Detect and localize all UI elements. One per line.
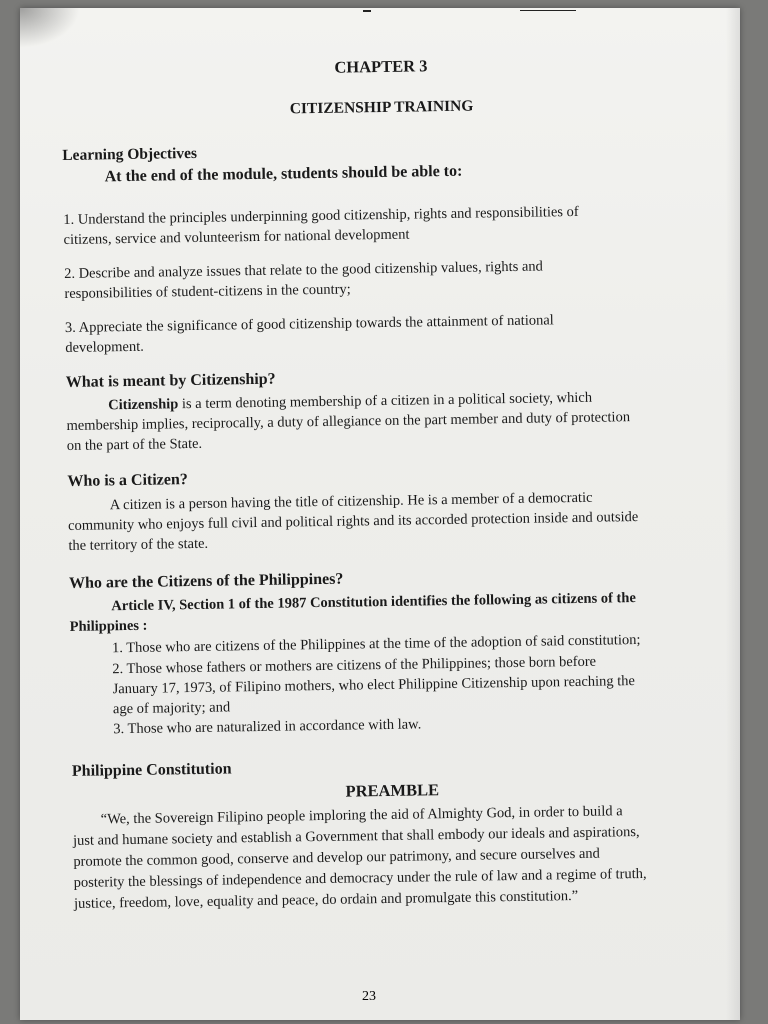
citizenship-heading: What is meant by Citizenship? xyxy=(65,370,276,391)
citizen-definition-line2: community who enjoys full civil and political rights and its accorded protection inside and outside xyxy=(67,509,639,534)
citizenship-definition-line2: membership implies, reciprocally, a duty of allegiance on the part member and duty of protection xyxy=(66,409,631,434)
scan-mark xyxy=(363,10,371,12)
ph-citizen-item-2: 2. Those whose fathers or mothers are citizens of the Philippines; those born before xyxy=(112,653,597,678)
preamble-title: PREAMBLE xyxy=(345,780,440,801)
scan-edge-shadow xyxy=(726,8,740,1020)
ph-citizen-item-3: 3. Those who are naturalized in accordance with law. xyxy=(113,716,422,738)
objective-item-2-line2: responsibilities of student-citizens in the country; xyxy=(64,281,351,302)
objectives-intro: At the end of the module, students should be able to: xyxy=(104,162,463,186)
objectives-heading: Learning Objectives xyxy=(62,144,198,165)
preamble-line-1: “We, the Sovereign Filipino people imploring the aid of Almighty God, in order to build a xyxy=(100,803,623,828)
ph-citizen-item-2-cont: January 17, 1973, of Filipino mothers, who elect Philippine Citizenship upon reaching the xyxy=(112,673,636,698)
citizenship-definition-text: is a term denoting membership of a citizen in a political society, which xyxy=(178,389,593,413)
chapter-label: CHAPTER 3 xyxy=(334,56,428,77)
objective-item-3-line2: development. xyxy=(65,338,144,356)
ph-citizens-heading: Who are the Citizens of the Philippines? xyxy=(68,570,344,592)
preamble-line-5: justice, freedom, love, equality and peace, do ordain and promulgate this constitution.” xyxy=(73,887,579,912)
preamble-line-4: posterity the blessings of independence and democracy under the rule of law and a regime of truth, xyxy=(73,865,647,891)
objective-item-3-line1: 3. Appreciate the significance of good citizenship towards the attainment of national xyxy=(64,312,554,336)
article-reference: Article IV, Section 1 of the 1987 Constitution identifies the following as citizens of the xyxy=(111,590,636,615)
citizen-heading: Who is a Citizen? xyxy=(67,471,188,490)
article-reference-cont: Philippines : xyxy=(69,617,148,635)
page-number: 23 xyxy=(362,989,376,1004)
chapter-title: CITIZENSHIP TRAINING xyxy=(289,97,474,118)
objective-item-2-line1: 2. Describe and analyze issues that relate to the good citizenship values, rights and xyxy=(64,258,543,282)
citizen-definition-line1: A citizen is a person having the title of citizenship. He is a member of a democratic xyxy=(109,489,593,514)
ph-citizen-item-2-cont2: age of majority; and xyxy=(112,699,231,718)
ph-citizen-item-1: 1. Those who are citizens of the Philippines at the time of the adoption of said constitution; xyxy=(111,631,641,657)
document-page xyxy=(20,8,740,1020)
preamble-line-2: just and humane society and establish a Government that shall embody our ideals and aspirations, xyxy=(72,824,640,849)
objective-item-1-line1: 1. Understand the principles underpinning good citizenship, rights and responsibilities of xyxy=(63,203,579,228)
scan-corner-shadow xyxy=(20,8,80,48)
page-content xyxy=(60,8,700,912)
citizenship-definition-line3: on the part of the State. xyxy=(66,435,203,454)
citizenship-term: Citizenship xyxy=(108,396,179,414)
preamble-line-3: promote the common good, conserve and develop our patrimony, and secure ourselves and xyxy=(73,845,600,870)
scan-mark xyxy=(520,10,576,11)
constitution-heading: Philippine Constitution xyxy=(71,760,232,780)
objective-item-1-line2: citizens, service and volunteerism for national development xyxy=(63,226,410,248)
citizen-definition-line3: the territory of the state. xyxy=(68,535,209,554)
